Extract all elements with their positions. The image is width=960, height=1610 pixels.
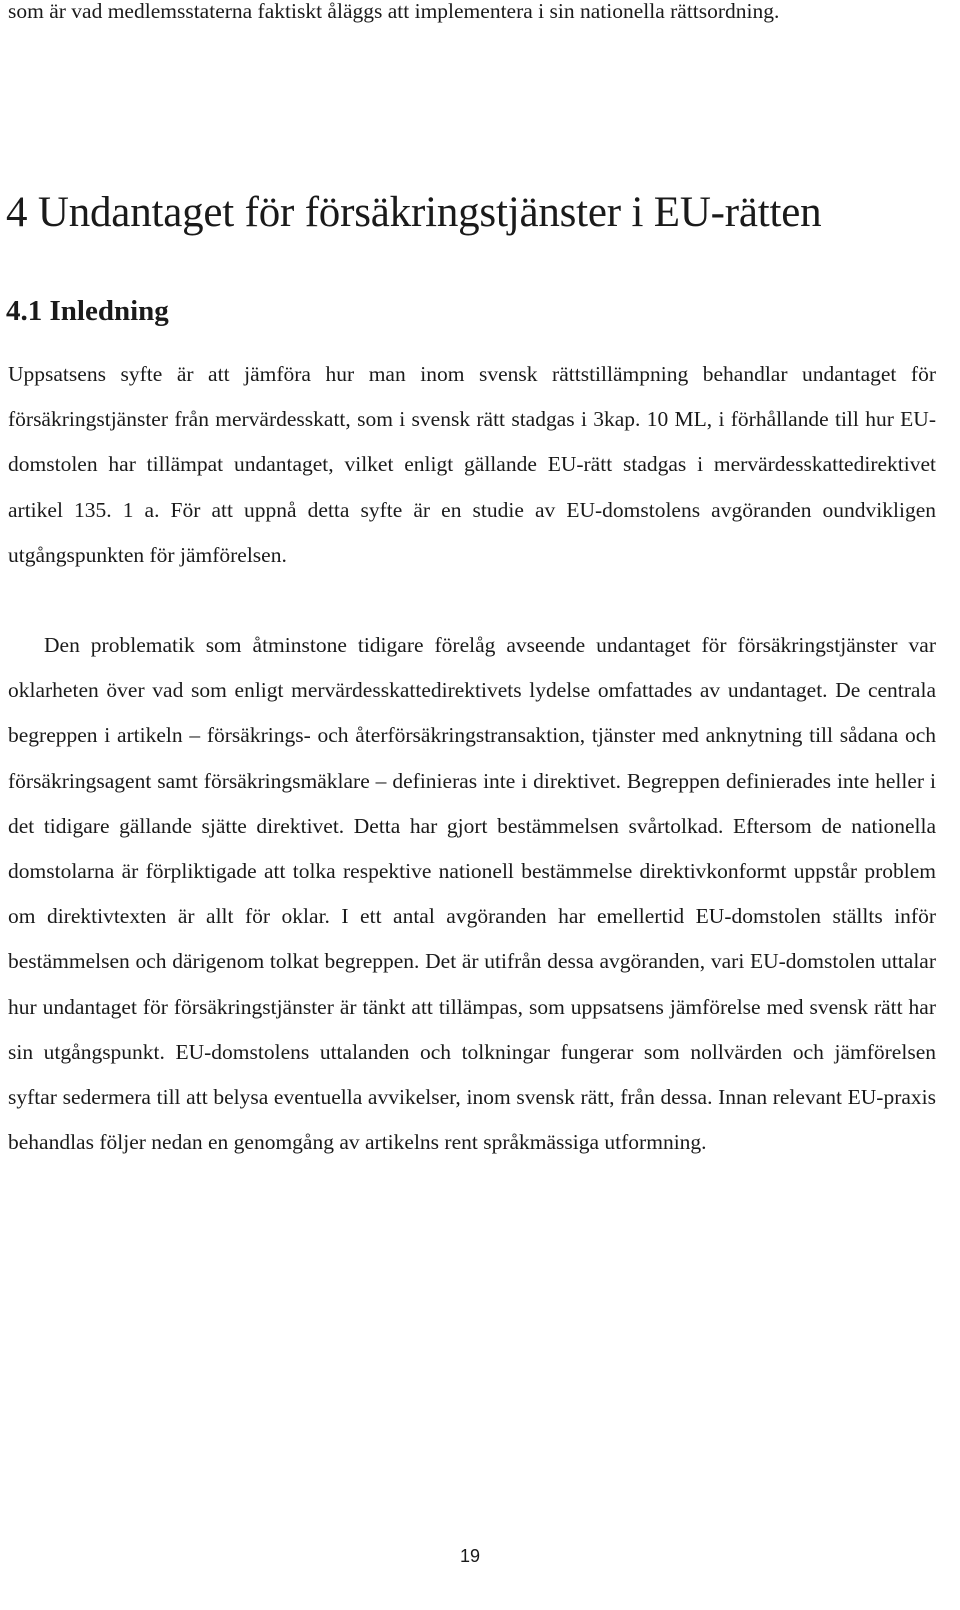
chapter-heading: 4 Undantaget för försäkringstjänster i EU-rätten	[6, 189, 822, 236]
body-paragraph-2: Den problematik som åtminstone tidigare förelåg avseende undantaget för försäkringstjänster var oklarheten över vad som enligt mervärdesskattedirektivets lydelse omfattades av undantaget. De centrala begreppen i artikeln – försäkrings- och återförsäkringstransaktion, tjänster med anknytning till sådana och försäkringsagent samt försäkringsmäklare – definieras inte i direktivet. Begreppen definierades inte heller i det tidigare gällande sjätte direktivet. Detta har gjort bestämmelsen svårtolkad. Eftersom de nationella domstolarna är förpliktigade att tolka respektive nationell bestämmelse direktivkonformt uppstår problem om direktivtexten är allt för oklar. I ett antal avgöranden har emellertid EU-domstolen ställts inför bestämmelsen och därigenom tolkat begreppen. Det är utifrån dessa avgöranden, vari EU-domstolen uttalar hur undantaget för försäkringstjänster är tänkt att tillämpas, som uppsatsens jämförelse med svensk rätt har sin utgångspunkt. EU-domstolens uttalanden och tolkningar fungerar som nollvärden och jämförelsen syftar sedermera till att belysa eventuella avvikelser, inom svensk rätt, från dessa. Innan relevant EU-praxis behandlas följer nedan en genomgång av artikelns rent språkmässiga utformning.	[8, 633, 936, 1155]
page-number: 19	[459, 1546, 481, 1566]
section-heading: 4.1 Inledning	[6, 295, 169, 327]
body-paragraph-1: Uppsatsens syfte är att jämföra hur man inom svensk rättstillämpning behandlar undantaget för försäkringstjänster från mervärdesskatt, som i svensk rätt stadgas i 3kap. 10 ML, i förhållande till hur EU-domstolen har tillämpat undantaget, vilket enligt gällande EU-rätt stadgas i mervärdesskattedirektivet artikel 135. 1 a. För att uppnå detta syfte är en studie av EU-domstolens avgöranden oundvikligen utgångspunkten för jämförelsen.	[8, 362, 936, 567]
continuation-paragraph: som är vad medlemsstaterna faktiskt åläggs att implementera i sin nationella rättsordning.	[8, 0, 780, 23]
